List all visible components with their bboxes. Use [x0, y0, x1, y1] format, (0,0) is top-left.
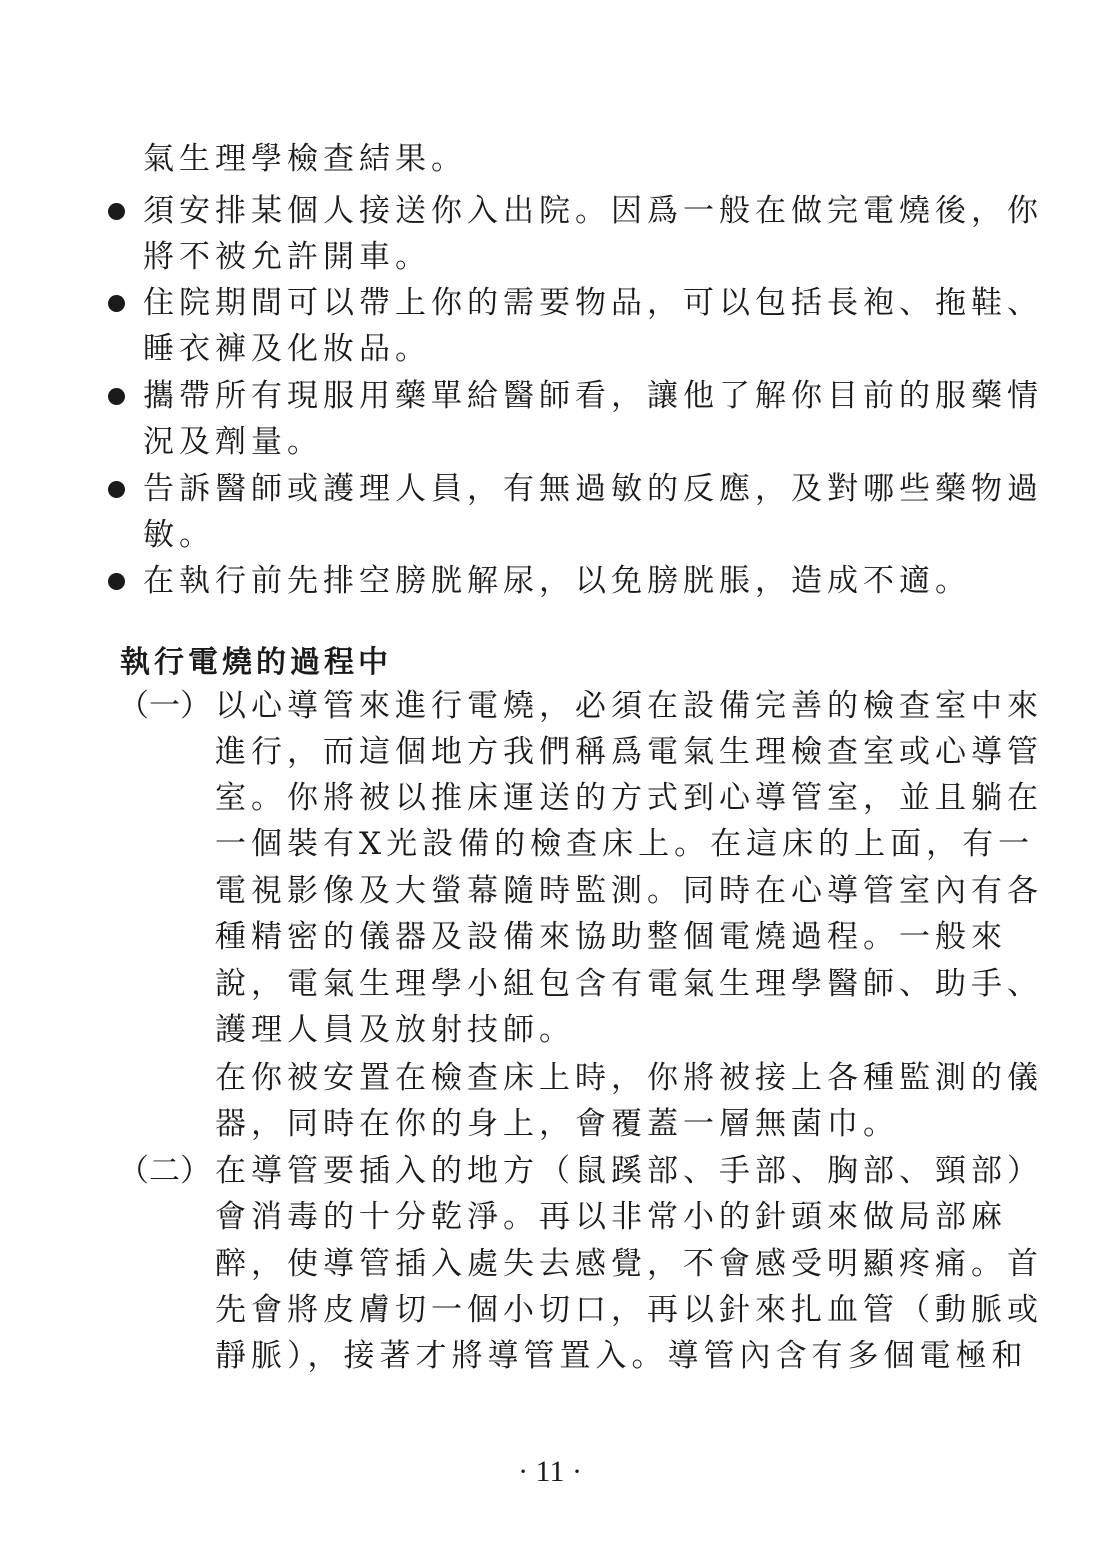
enum-text: 會消毒的十分乾淨。再以非常小的針頭來做局部麻 — [215, 1199, 1007, 1235]
intro-text: 氣生理學檢查結果。 — [143, 141, 467, 177]
bullet-item-5-line-1 — [0, 558, 1100, 604]
bullet-dot-icon — [108, 573, 125, 590]
enum-item-2-line-3 — [0, 1241, 1100, 1287]
bullet-item-1-line-2 — [0, 234, 1100, 280]
bullet-dot-icon — [108, 295, 125, 312]
enum-text: 靜脈），接著才將導管置入。導管內含有多個電極和 — [215, 1338, 1028, 1374]
enum-item-2-line-1 — [0, 1148, 1100, 1194]
enum-item-2-line-2 — [0, 1194, 1100, 1240]
bullet-dot-icon — [108, 203, 125, 220]
enum-item-1-line-9 — [0, 1055, 1100, 1101]
enum-item-2-line-4 — [0, 1287, 1100, 1333]
enum-item-1-line-8 — [0, 1007, 1100, 1053]
enum-text: 進行，而這個地方我們稱爲電氣生理檢查室或心導管 — [215, 734, 1043, 770]
bullet-item-4-line-1 — [0, 466, 1100, 512]
enum-text: 先會將皮膚切一個小切口，再以針來扎血管（動脈或 — [215, 1292, 1043, 1328]
bullet-text: 況及劑量。 — [143, 424, 323, 460]
enum-text: 說，電氣生理學小組包含有電氣生理學醫師、助手、 — [215, 966, 1043, 1002]
enum-text: 種精密的儀器及設備來協助整個電燒過程。一般來 — [215, 919, 1007, 955]
enum-label: （二） — [118, 1153, 211, 1189]
bullet-text: 睡衣褲及化妝品。 — [143, 331, 431, 367]
bullet-text: 將不被允許開車。 — [143, 239, 431, 275]
bullet-text: 攜帶所有現服用藥單給醫師看，讓他了解你目前的服藥情 — [143, 378, 1043, 414]
enum-text: 器，同時在你的身上，會覆蓋一層無菌巾。 — [215, 1106, 899, 1142]
enum-item-1-line-5 — [0, 868, 1100, 914]
bullet-item-3-line-1 — [0, 373, 1100, 419]
page-number: · 11 · — [518, 1455, 582, 1488]
enum-text: 一個裝有X光設備的檢查床上。在這床的上面，有一 — [215, 826, 1035, 862]
enum-text: 醉，使導管插入處失去感覺，不會感受明顯疼痛。首 — [215, 1246, 1043, 1282]
enum-item-1-line-3 — [0, 775, 1100, 821]
bullet-text: 告訴醫師或護理人員，有無過敏的反應，及對哪些藥物過 — [143, 471, 1043, 507]
intro-text-line — [0, 136, 1100, 182]
bullet-item-1-line-1 — [0, 188, 1100, 234]
enum-text: 以心導管來進行電燒，必須在設備完善的檢查室中來 — [215, 688, 1043, 724]
enum-item-1-line-2 — [0, 729, 1100, 775]
enum-text: 電視影像及大螢幕隨時監測。同時在心導管室內有各 — [215, 873, 1043, 909]
enum-item-1-line-10 — [0, 1101, 1100, 1147]
enum-item-1-line-7 — [0, 961, 1100, 1007]
enum-item-1-line-6 — [0, 914, 1100, 960]
bullet-item-4-line-2 — [0, 512, 1100, 558]
bullet-text: 須安排某個人接送你入出院。因爲一般在做完電燒後，你 — [143, 193, 1043, 229]
enum-item-1-line-1 — [0, 683, 1100, 729]
enum-item-2-line-5 — [0, 1333, 1100, 1379]
bullet-item-2-line-1 — [0, 280, 1100, 326]
bullet-item-2-line-2 — [0, 326, 1100, 372]
bullet-dot-icon — [108, 481, 125, 498]
bullet-text: 在執行前先排空膀胱解尿，以免膀胱脹，造成不適。 — [143, 563, 971, 599]
enum-text: 在導管要插入的地方（鼠蹊部、手部、胸部、頸部） — [215, 1153, 1043, 1189]
enum-label: （一） — [118, 688, 211, 724]
enum-item-1-line-4 — [0, 821, 1100, 867]
bullet-dot-icon — [108, 388, 125, 405]
enum-text: 在你被安置在檢查床上時，你將被接上各種監測的儀 — [215, 1060, 1043, 1096]
section-heading: 執行電燒的過程中 — [120, 645, 392, 680]
enum-text: 護理人員及放射技師。 — [215, 1012, 575, 1048]
enum-text: 室。你將被以推床運送的方式到心導管室，並且躺在 — [215, 780, 1043, 816]
bullet-text: 敏。 — [143, 517, 215, 553]
bullet-text: 住院期間可以帶上你的需要物品，可以包括長袍、拖鞋、 — [143, 285, 1043, 321]
bullet-item-3-line-2 — [0, 419, 1100, 465]
